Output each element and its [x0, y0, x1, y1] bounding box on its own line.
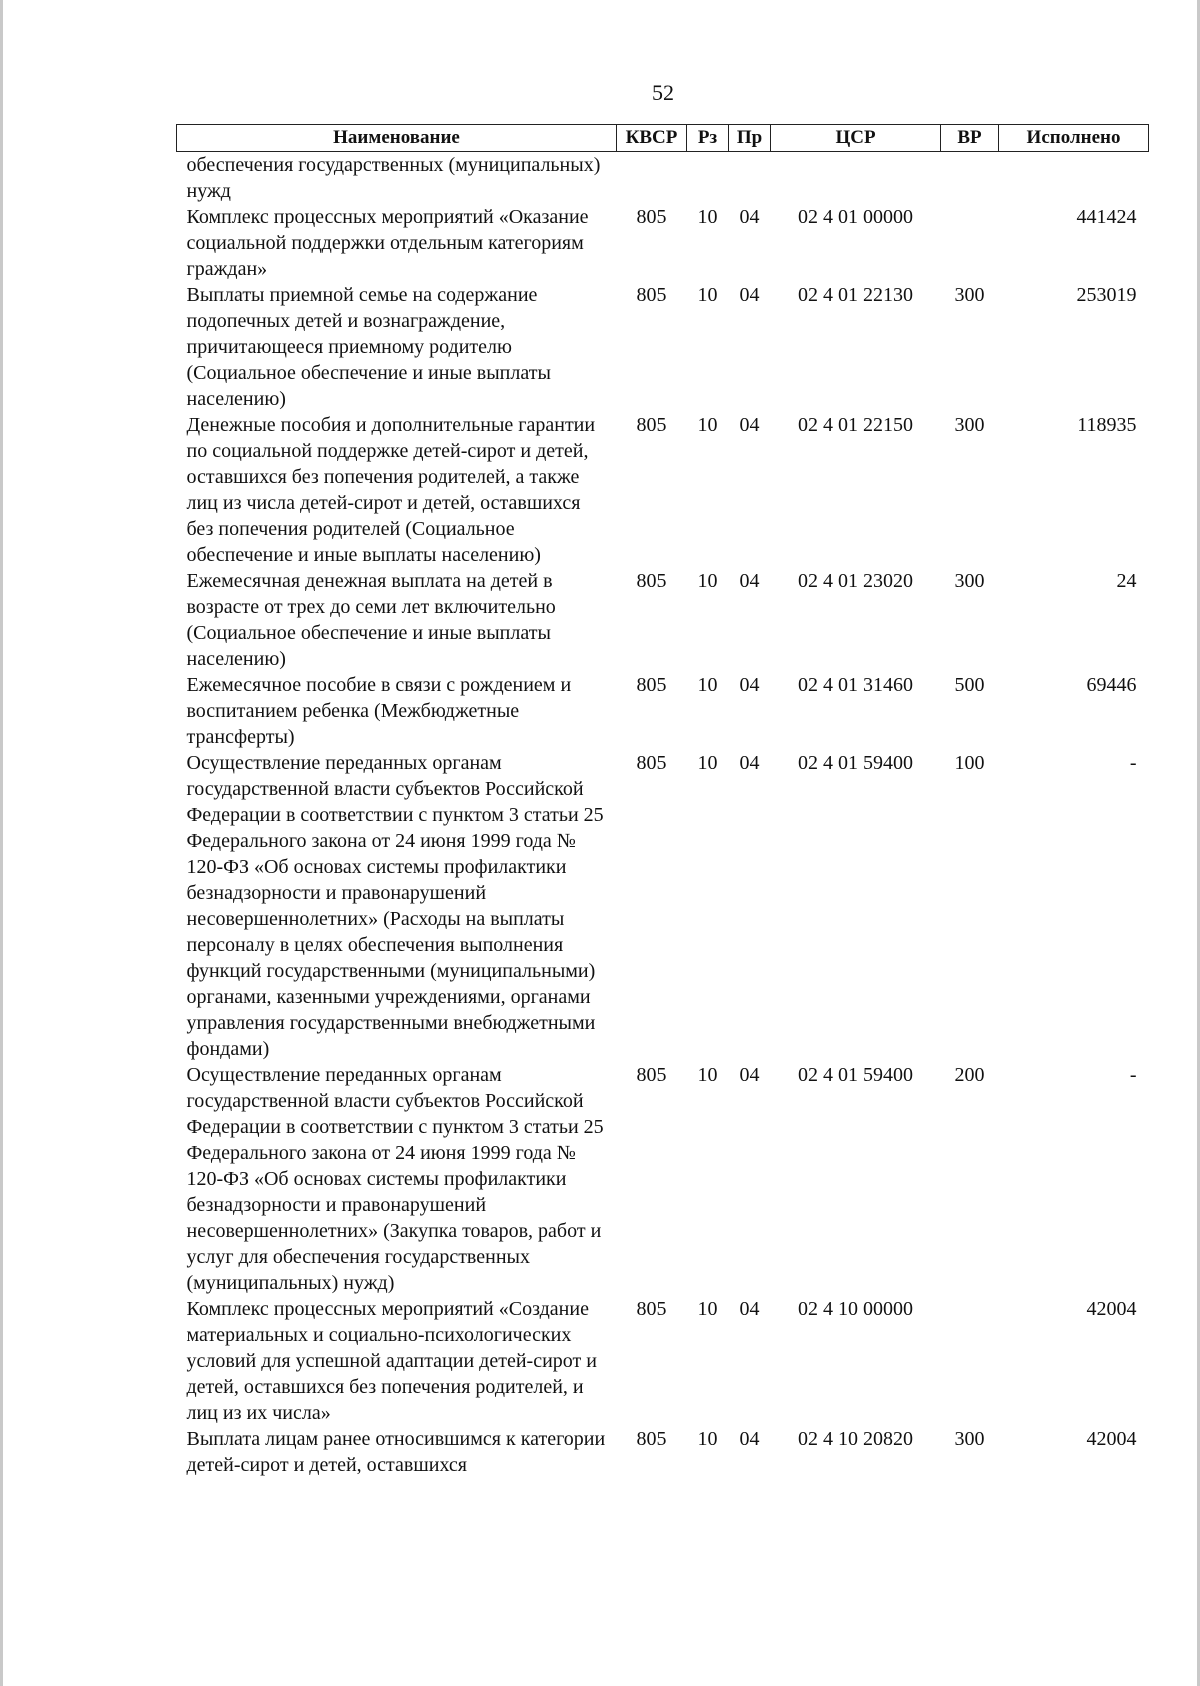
- cell-csr: 02 4 01 00000: [798, 206, 913, 228]
- cell-kvsr: 805: [636, 1428, 667, 1450]
- cell-vr: 200: [954, 1064, 985, 1086]
- cell-rz: 10: [697, 674, 718, 696]
- table-row: [177, 1062, 1149, 1296]
- header-executed: Исполнено: [999, 125, 1149, 152]
- table-row: [177, 1426, 1149, 1478]
- cell-csr: 02 4 01 22150: [798, 414, 913, 436]
- cell-executed: 441424: [1076, 206, 1137, 228]
- header-csr: ЦСР: [771, 125, 941, 152]
- cell-kvsr: 805: [636, 1064, 667, 1086]
- table-row: [177, 672, 1149, 750]
- cell-kvsr: 805: [636, 284, 667, 306]
- cell-executed: 69446: [1086, 674, 1137, 696]
- cell-pr: [729, 152, 771, 205]
- cell-executed: 24: [1116, 570, 1137, 592]
- cell-pr: 04: [739, 206, 760, 228]
- cell-name: Ежемесячное пособие в связи с рождением и воспитанием ребенка (Межбюджетные трансферты): [186, 674, 572, 748]
- page-number: 52: [652, 80, 674, 105]
- cell-name: Осуществление переданных органам государственной власти субъектов Российской Федерации в соответствии с пунктом 3 статьи 25 Федерального закона от 24 июня 1999 года № 120-ФЗ «Об основах системы профилактики безнадзорности и правонарушений несовершеннолетних» (Закупка товаров, работ и услуг для обеспечения государственных (муниципальных) нужд): [186, 1064, 604, 1294]
- header-pr: Пр: [729, 125, 771, 152]
- table-row: [177, 1296, 1149, 1426]
- table-row: [177, 412, 1149, 568]
- cell-executed: [999, 152, 1149, 205]
- cell-vr: [941, 204, 999, 282]
- cell-pr: 04: [739, 752, 760, 774]
- cell-pr: 04: [739, 284, 760, 306]
- table-row: [177, 282, 1149, 412]
- cell-csr: 02 4 01 23020: [798, 570, 913, 592]
- cell-kvsr: [617, 152, 687, 205]
- cell-pr: 04: [739, 1298, 760, 1320]
- table-header-row: [177, 125, 1149, 152]
- cell-pr: 04: [739, 570, 760, 592]
- cell-csr: 02 4 01 59400: [798, 752, 913, 774]
- cell-kvsr: 805: [636, 1298, 667, 1320]
- cell-rz: 10: [697, 1428, 718, 1450]
- cell-name: Выплата лицам ранее относившимся к категории детей-сирот и детей, оставшихся: [186, 1428, 606, 1476]
- table-row: [177, 568, 1149, 672]
- cell-kvsr: 805: [636, 414, 667, 436]
- cell-executed: 42004: [1086, 1428, 1137, 1450]
- cell-csr: 02 4 01 59400: [798, 1064, 913, 1086]
- cell-pr: 04: [739, 674, 760, 696]
- cell-vr: 100: [954, 752, 985, 774]
- header-kvsr: КВСР: [617, 125, 687, 152]
- cell-vr: 300: [954, 284, 985, 306]
- budget-table: [176, 124, 1149, 1478]
- cell-pr: 04: [739, 1428, 760, 1450]
- cell-csr: 02 4 10 00000: [798, 1298, 913, 1320]
- cell-executed: 42004: [1086, 1298, 1137, 1320]
- cell-rz: 10: [697, 752, 718, 774]
- cell-pr: 04: [739, 1064, 760, 1086]
- cell-csr: 02 4 10 20820: [798, 1428, 913, 1450]
- header-rz: Рз: [687, 125, 729, 152]
- cell-name: Денежные пособия и дополнительные гарантии по социальной поддержке детей-сирот и детей, оставшихся без попечения родителей, а также лиц из числа детей-сирот и детей, оставшихся без попечения родителей (Социальное обеспечение и иные выплаты населению): [186, 414, 596, 566]
- table-row: [177, 204, 1149, 282]
- cell-executed: 253019: [1076, 284, 1137, 306]
- cell-name: Комплекс процессных мероприятий «Создание материальных и социально-психологических условий для успешной адаптации детей-сирот и детей, оставшихся без попечения родителей, и лиц из их числа»: [186, 1298, 597, 1424]
- cell-kvsr: 805: [636, 674, 667, 696]
- cell-csr: 02 4 01 31460: [798, 674, 913, 696]
- cell-kvsr: 805: [636, 752, 667, 774]
- cell-rz: [687, 152, 729, 205]
- cell-rz: 10: [697, 206, 718, 228]
- cell-name: Выплаты приемной семье на содержание подопечных детей и вознаграждение, причитающееся приемному родителю (Социальное обеспечение и иные выплаты населению): [186, 284, 551, 410]
- cell-name: Осуществление переданных органам государственной власти субъектов Российской Федерации в соответствии с пунктом 3 статьи 25 Федерального закона от 24 июня 1999 года № 120-ФЗ «Об основах системы профилактики безнадзорности и правонарушений несовершеннолетних» (Расходы на выплаты персоналу в целях обеспечения выполнения функций государственными (муниципальными) органами, казенными учреждениями, органами управления государственными внебюджетными фондами): [186, 752, 604, 1060]
- cell-rz: 10: [697, 414, 718, 436]
- cell-vr: [941, 152, 999, 205]
- cell-csr: [771, 152, 941, 205]
- page-left-edge: [0, 0, 3, 1686]
- cell-rz: 10: [697, 1064, 718, 1086]
- header-name: Наименование: [177, 125, 617, 152]
- cell-rz: 10: [697, 284, 718, 306]
- cell-rz: 10: [697, 1298, 718, 1320]
- cell-vr: 500: [954, 674, 985, 696]
- cell-name: Ежемесячная денежная выплата на детей в возрасте от трех до семи лет включительно (Социальное обеспечение и иные выплаты населению): [186, 570, 556, 670]
- cell-rz: 10: [697, 570, 718, 592]
- cell-vr: 300: [954, 414, 985, 436]
- header-vr: ВР: [941, 125, 999, 152]
- cell-executed: 118935: [1077, 414, 1137, 436]
- table-row: [177, 152, 1149, 205]
- cell-name: Комплекс процессных мероприятий «Оказание социальной поддержки отдельным категориям граждан»: [186, 206, 589, 280]
- cell-executed: -: [1129, 752, 1137, 774]
- cell-kvsr: 805: [636, 206, 667, 228]
- cell-name: обеспечения государственных (муниципальных) нужд: [186, 154, 601, 202]
- cell-csr: 02 4 01 22130: [798, 284, 913, 306]
- cell-vr: 300: [954, 570, 985, 592]
- cell-pr: 04: [739, 414, 760, 436]
- cell-executed: -: [1129, 1064, 1137, 1086]
- cell-vr: [941, 1296, 999, 1426]
- cell-kvsr: 805: [636, 570, 667, 592]
- table-row: [177, 750, 1149, 1062]
- cell-vr: 300: [954, 1428, 985, 1450]
